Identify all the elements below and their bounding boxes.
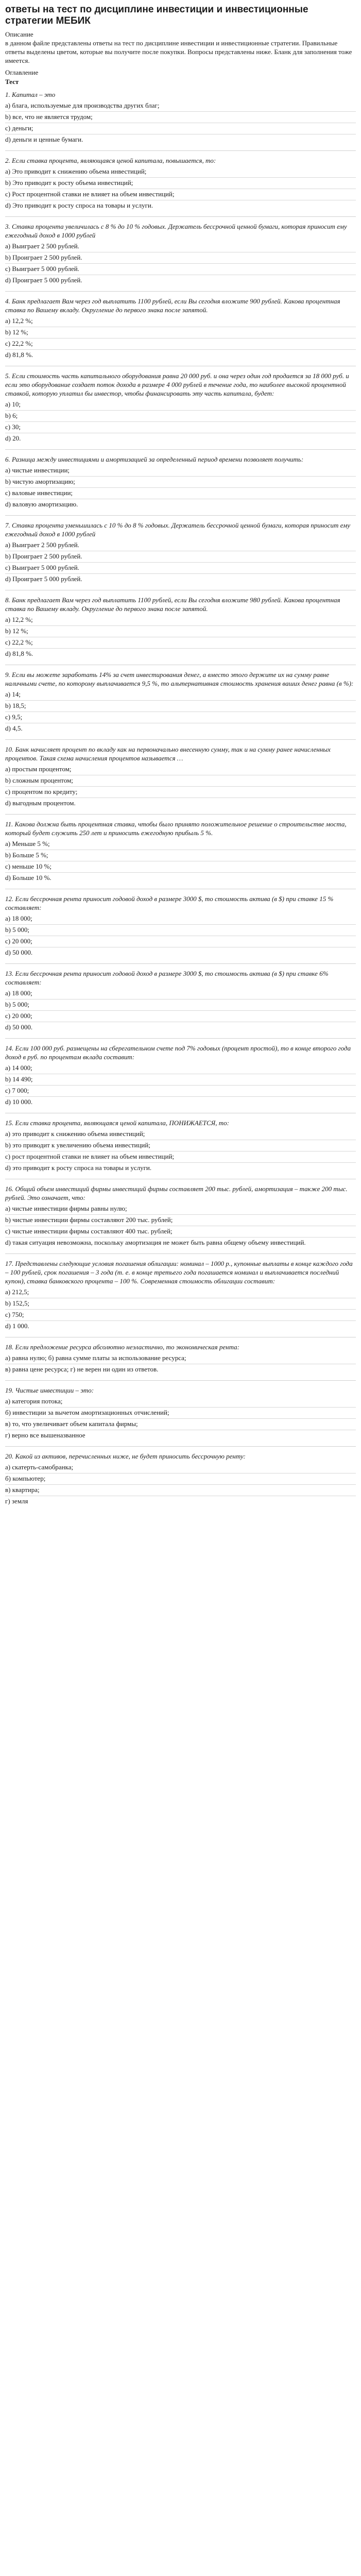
answer-option: а) 12,2 %; [5,615,356,626]
question-text: 10. Банк начисляет процент по вкладу как на первоначально внесенную сумму, так и на сумму ранее начисленных процентов. Такая схема начисления процентов называется … [5,745,331,762]
question-divider [5,515,356,516]
description-text: в данном файле представлены ответы на тест по дисциплине инвестиции и инвестиционные стратегии. Правильные ответы выделены цветом, которые вы получите после покупки. Вопросы представлены ниже. Бланк для заполнения тоже имеется. [5,39,352,64]
answer-option: b) 12 %; [5,327,356,338]
answer-option: c) 30; [5,422,356,433]
question-divider [5,1446,356,1447]
answer-option: b) чистую амортизацию; [5,477,356,488]
answer-option: а) Меньше 5 %; [5,839,356,850]
answer-option: а) равна нулю; б) равна сумме платы за использование ресурса; [5,1353,356,1364]
answer-option: а) Выиграет 2 500 рублей. [5,241,356,252]
question-text: 5. Если стоимость часть капитального оборудования равна 20 000 руб. и она через один год продается за 18 000 руб. и если это оборудование создает поток дохода в размере 4 000 рублей в течение года, то наиболее высокой процентной ставкой, которую уплатил бы инвестор, чтобы финансировать эту часть капитала, будет: [5,372,349,397]
answer-option: d) Проиграет 5 000 рублей. [5,575,82,583]
answer-option: c) валовые инвестиции; [5,488,356,499]
description-label: Описание [5,30,33,38]
question-text: 6. Разница между инвестициями и амортизацией за определенный период времени позволяет получить: [5,455,304,463]
question-block [5,156,356,211]
question-divider [5,449,356,450]
answer-option: c) чистые инвестиции фирмы составляют 400 тыс. рублей; [5,1226,356,1238]
answer-option: а) 212,5; [5,1287,356,1298]
answer-option: b) Больше 5 %; [5,850,356,861]
question-divider [5,150,356,151]
answer-option: а) 18 000; [5,988,356,999]
question-text: 19. Чистые инвестиции – это: [5,1386,94,1394]
question-text: 16. Общий объем инвестиций фирмы инвестиций фирмы составляет 200 тыс. рублей, амортизация – также 200 тыс. рублей. Это означает, что: [5,1185,348,1201]
answer-option: d) деньги и ценные бумаги. [5,135,83,143]
answer-option: а) 14; [5,689,356,701]
document-title: ответы на тест по дисциплине инвестиции и инвестиционные стратегии МЕБИК [5,4,308,26]
question-text: 7. Ставка процента уменьшилась с 10 % до 8 % годовых. Держатель бессрочной ценной бумаги, которая приносит ему ежегодный доход в 1000 рублей [5,521,351,538]
answer-option: а) Выиграет 2 500 рублей. [5,540,356,551]
question-text: 8. Банк предлагает Вам через год выплатить 1100 рублей, если Вы сегодня вложите 980 рублей. Какова процентная ставка по Вашему вкладу. Округление до первого знака после запятой. [5,596,340,613]
answer-option: d) 10 000. [5,1098,33,1106]
answer-option: d) 20. [5,434,21,442]
question-divider [5,1038,356,1039]
question-text: 2. Если ставка процента, являющаяся ценой капитала, повышается, то: [5,157,216,164]
answer-option: c) 22,2 %; [5,637,356,649]
answer-option: b) 5 000; [5,999,356,1011]
question-block [5,1452,356,1507]
question-text: 9. Если вы можете заработать 14% за счет инвестирования денег, а вместо этого держите их на сумму равне наличными счете, по которому выплачивается 9,5 %, то альтернативная стоимость хранения ваших денег равна (в %): [5,671,354,687]
answer-option: b) 5 000; [5,925,356,936]
answer-option: c) Выиграет 5 000 рублей. [5,563,356,574]
answer-option: в) равна цене ресурса; г) не верен ни один из ответов. [5,1365,159,1373]
question-text: 15. Если ставка процента, являющаяся ценой капитала, ПОНИЖАЕТСЯ, то: [5,1119,229,1127]
question-block [5,820,356,884]
answer-option: d) Проиграет 5 000 рублей. [5,276,82,284]
answer-option: c) 22,2 %; [5,338,356,350]
answer-option: c) Выиграет 5 000 рублей. [5,264,356,275]
toc-label[interactable]: Оглавление [5,69,39,76]
question-text: 11. Какова должна быть процентная ставка, чтобы было принято положительное решение о строительстве моста, который будет служить 250 лет и приносить ежегодную прибыль 5 %. [5,820,347,837]
answer-option: c) 20 000; [5,1011,356,1022]
answer-option: d) выгодным процентом. [5,799,76,807]
answer-option: b) Это приводит к росту объема инвестиций; [5,178,356,189]
question-divider [5,1253,356,1254]
answer-option: в) то, что увеличивает объем капитала фирмы; [5,1419,356,1430]
answer-option: b) 14 490; [5,1074,356,1086]
answer-option: а) чистые инвестиции фирмы равны нулю; [5,1204,356,1215]
question-block [5,1386,356,1441]
question-divider [5,814,356,815]
answer-option: а) 14 000; [5,1063,356,1074]
question-text: 13. Если бессрочная рента приносит годовой доход в размере 3000 $, то стоимость актива (в $) при ставке 6% составляет: [5,970,329,986]
question-divider [5,291,356,292]
answer-option: а) простым процентом; [5,764,356,775]
answer-option: d) 1 000. [5,1322,29,1330]
answer-option: c) деньги; [5,123,356,134]
question-block [5,1184,356,1248]
question-text: 17. Представлены следующие условия погашения облигации: номинал – 1000 р., купонные выплаты в конце каждого года – 100 рублей, срок погашения – 3 года (т. е. в конце третьего года погашается номинал и выплачивается последний купон), ставка банковского процента – 100 %. Современная стоимость облигации составит: [5,1260,353,1285]
question-block [5,894,356,958]
answer-option: d) 50 000. [5,1023,33,1031]
answer-option: г) верно все вышеназванное [5,1431,85,1439]
question-divider [5,739,356,740]
test-label: Тест [5,78,19,86]
answer-option: а) 18 000; [5,913,356,925]
question-block [5,90,356,145]
question-text: 18. Если предложение ресурса абсолютно неэластично, то экономическая рента: [5,1343,239,1351]
question-block [5,1118,356,1174]
answer-option: b) 152,5; [5,1298,356,1310]
question-block [5,371,356,444]
answer-option: b) чистые инвестиции фирмы составляют 200 тыс. рублей; [5,1215,356,1226]
answer-option: c) 7 000; [5,1086,356,1097]
answer-option: b) Проиграет 2 500 рублей. [5,551,356,563]
answer-option: c) процентом по кредиту; [5,787,356,798]
answer-option: в) квартира; [5,1485,356,1496]
answer-option: а) 10; [5,399,356,411]
answer-option: d) валовую амортизацию. [5,500,78,508]
question-block [5,455,356,510]
question-block [5,1259,356,1332]
answer-option: а) чистые инвестиции; [5,465,356,477]
question-text: 1. Капитал – это [5,91,56,98]
answer-option: c) меньше 10 %; [5,861,356,873]
question-block [5,297,356,361]
answer-option: d) это приводит к росту спроса на товары и услуги. [5,1164,152,1172]
question-divider [5,216,356,217]
question-block [5,745,356,809]
answer-option: б) инвестиции за вычетом амортизационных отчислений; [5,1408,356,1419]
question-text: 3. Ставка процента увеличилась с 8 % до 10 % годовых. Держатель бессрочной ценной бумаги, которая приносит ему ежегодный доход в 1000 рублей [5,223,347,239]
answer-option: а) это приводит к снижению объема инвестиций; [5,1129,356,1140]
answer-option: d) Больше 10 %. [5,874,51,882]
question-block [5,1343,356,1375]
answer-option: c) рост процентной ставки не влияет на объем инвестиций; [5,1151,356,1163]
answer-option: d) такая ситуация невозможна, поскольку амортизация не может быть равна общему объему инвестиций. [5,1239,306,1246]
question-block [5,521,356,585]
answer-option: b) 12 %; [5,626,356,637]
question-text: 14. Если 100 000 руб. размещены на сберегательном счете под 7% годовых (процент простой), то в конце второго года доход в руб. по процентам вклада составит: [5,1044,351,1061]
answer-option: а) блага, используемые для производства других благ; [5,100,356,112]
question-divider [5,963,356,964]
answer-option: а) категория потока; [5,1396,356,1408]
answer-option: d) 4,5. [5,724,23,732]
question-block [5,670,356,734]
question-block [5,969,356,1033]
answer-option: d) 81,8 %. [5,351,33,359]
answer-option: b) 6; [5,411,356,422]
answer-option: c) 9,5; [5,712,356,723]
answer-option: d) 50 000. [5,948,33,956]
answer-option: b) Проиграет 2 500 рублей. [5,252,356,264]
question-block [5,596,356,659]
question-block [5,222,356,286]
questions-list [5,90,356,1507]
answer-option: d) 81,8 %. [5,650,33,657]
answer-option: а) Это приводит к снижению объема инвестиций; [5,166,356,178]
answer-option: c) 750; [5,1310,356,1321]
question-divider [5,1380,356,1381]
answer-option: г) земля [5,1497,28,1505]
question-text: 4. Банк предлагает Вам через год выплатить 1100 рублей, если Вы сегодня вложите 900 рублей. Какова процентная ставка по Вашему вкладу. Округление до первого знака после запятой. [5,297,340,314]
answer-option: b) сложным процентом; [5,775,356,787]
question-block [5,1044,356,1108]
answer-option: b) все, что не является трудом; [5,112,356,123]
answer-option: а) скатерть-самобранка; [5,1462,356,1473]
answer-option: d) Это приводит к росту спроса на товары и услуги. [5,201,153,209]
answer-option: c) 20 000; [5,936,356,947]
answer-option: а) 12,2 %; [5,316,356,327]
answer-option: б) компьютер; [5,1473,356,1485]
answer-option: b) 18,5; [5,701,356,712]
question-text: 20. Какой из активов, перечисленных ниже, не будет приносить бессрочную ренту: [5,1452,246,1460]
question-text: 12. Если бессрочная рента приносит годовой доход в размере 3000 $, то стоимость актива (в $) при ставке 15 % составляет: [5,895,334,911]
answer-option: b) это приводит к увеличению объема инвестиций; [5,1140,356,1151]
answer-option: c) Рост процентной ставки не влияет на объем инвестиций; [5,189,356,200]
